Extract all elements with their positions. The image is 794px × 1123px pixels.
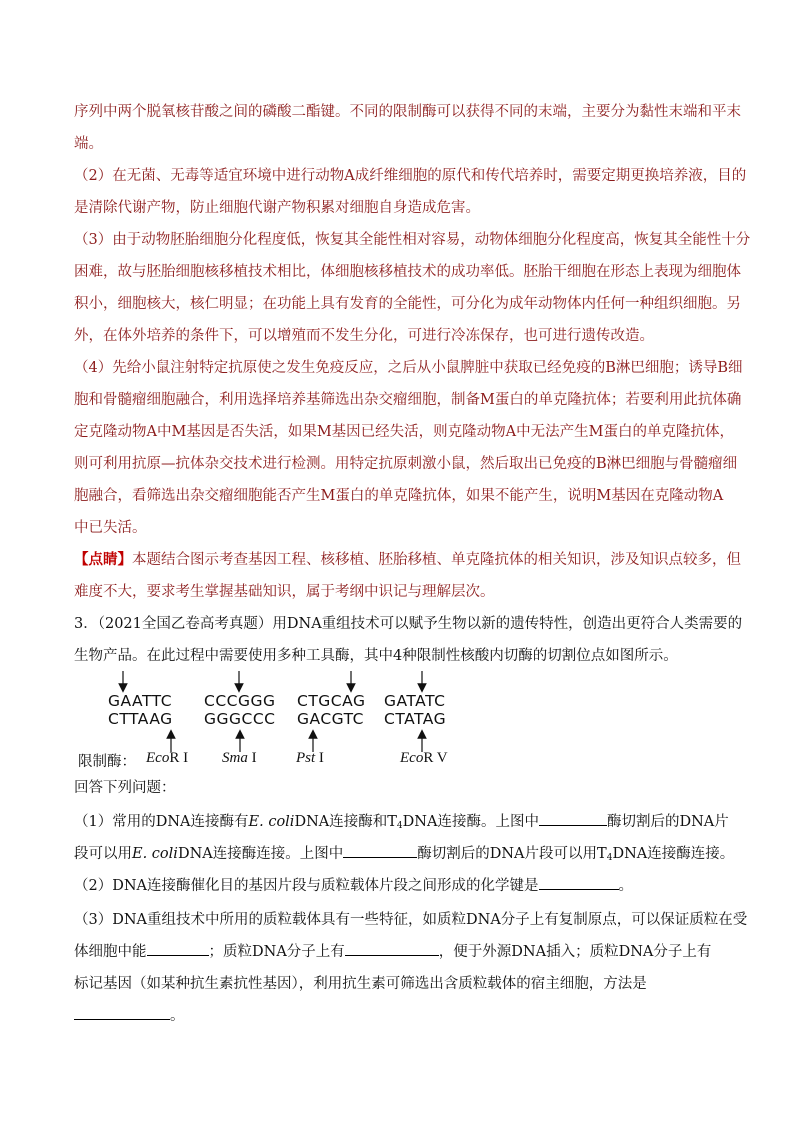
- q3-blank-2[interactable]: [345, 940, 439, 956]
- comment-line-1: 【点睛】本题结合图示考查基因工程、核移植、胚胎移植、单克隆抗体的相关知识，涉及知识点较多，但: [74, 551, 741, 568]
- answer-prompt: 回答下列问题：: [74, 780, 176, 796]
- q3-blank-3[interactable]: [74, 1004, 170, 1020]
- seq-bottom-4: CTATAG: [384, 710, 447, 728]
- question-line-2: 生物产品。在此过程中需要使用多种工具酶，其中4种限制性核酸内切酶的切割位点如图所示。: [74, 648, 678, 664]
- q3-blank-1[interactable]: [147, 940, 209, 956]
- comment-line-2: 难度不大，要求考生掌握基础知识，属于考纲中识记与理解层次。: [74, 584, 495, 600]
- q2-line: （2）DNA连接酶催化目的基因片段与质粒载体片段之间形成的化学键是 。: [74, 870, 724, 902]
- answer-line-13: 胞融合，看筛选出杂交瘤细胞能否产生M蛋白的单克隆抗体，如果不能产生，说明M基因在克隆动物A: [74, 488, 724, 504]
- seq-bottom-3: GACGTC: [297, 710, 365, 728]
- answer-line-10: 胞和骨髓瘤细胞融合，利用选择培养基筛选出杂交瘤细胞，制备M蛋白的单克隆抗体；若要利用此抗体确: [74, 392, 742, 408]
- q3-line-1: （3）DNA重组技术中所用的质粒载体具有一些特征，如质粒DNA分子上有复制原点，可以保证质粒在受: [74, 912, 748, 928]
- answer-line-3: （2）在无菌、无毒等适宜环境中进行动物A成纤维细胞的原代和传代培养时，需要定期更换培养液，目的: [74, 168, 747, 184]
- question-line-1: 3．（2021全国乙卷高考真题）用DNA重组技术可以赋予生物以新的遗传特性，创造出更符合人类需要的: [74, 616, 743, 632]
- answer-line-6: 困难，故与胚胎细胞核移植技术相比，体细胞核移植技术的成功率低。胚胎干细胞在形态上表现为细胞体: [74, 264, 741, 280]
- seq-top-3: CTGCAG: [297, 692, 366, 710]
- seq-top-2: CCCGGG: [204, 692, 276, 710]
- answer-line-8: 外，在体外培养的条件下，可以增殖而不发生分化，可进行冷冻保存，也可进行遗传改造。: [74, 328, 654, 344]
- q2-blank[interactable]: [539, 874, 619, 890]
- q3-line-3: 标记基因（如某种抗生素抗性基因），利用抗生素可筛选出含质粒载体的宿主细胞，方法是: [74, 976, 647, 992]
- answer-line-12: 则可利用抗原—抗体杂交技术进行检测。用特定抗原刺激小鼠，然后取出已免疫的B淋巴细胞与骨髓瘤细: [74, 456, 738, 472]
- q1-blank-2[interactable]: [343, 842, 417, 858]
- enzyme-ecorv: EcoR V: [400, 750, 448, 766]
- seq-bottom-1: CTTAAG: [108, 710, 173, 728]
- q3-line-4: 。: [74, 1000, 724, 1032]
- seq-top-4: GATATC: [384, 692, 446, 710]
- answer-line-2: 端。: [74, 136, 103, 152]
- seq-bottom-2: GGGCCC: [204, 710, 276, 728]
- q1-line-2: 段可以用E. coliDNA连接酶连接。上图中 酶切割后的DNA片段可以用$T_4DNA$连接酶连接。: [74, 838, 724, 874]
- answer-line-7: 积小，细胞核大，核仁明显；在功能上具有发育的全能性，可分化为成年动物体内任何一种组织细胞。另: [74, 296, 741, 312]
- answer-line-9: （4）先给小鼠注射特定抗原使之发生免疫反应，之后从小鼠脾脏中获取已经免疫的B淋巴细胞；诱导B细: [74, 360, 743, 376]
- seq-top-1: GAATTC: [108, 692, 173, 710]
- comment-tag: 【点睛】: [74, 551, 132, 568]
- enzyme-ecori: EcoR I: [146, 750, 189, 766]
- answer-line-5: （3）由于动物胚胎细胞分化程度低，恢复其全能性相对容易，动物体细胞分化程度高，恢复其全能性十分: [74, 232, 751, 248]
- enzyme-smai: Sma I: [222, 750, 257, 766]
- answer-line-11: 定克隆动物A中M基因是否失活，如果M基因已经失活，则克隆动物A中无法产生M蛋白的单克隆抗体，: [74, 424, 734, 440]
- answer-line-1: 序列中两个脱氧核苷酸之间的磷酸二酯键。不同的限制酶可以获得不同的末端，主要分为黏性末端和平末: [74, 104, 741, 120]
- q1-blank-1[interactable]: [539, 810, 607, 826]
- q3-line-2: 体细胞中能 ；质粒DNA分子上有 ，便于外源DNA插入；质粒DNA分子上有: [74, 936, 724, 968]
- enzyme-psti: Pst I: [296, 750, 324, 766]
- enzyme-label: 限制酶：: [78, 754, 136, 770]
- q1-line-1: （1）常用的DNA连接酶有E. coliDNA连接酶和$T_4DNA$连接酶。上图中 酶切割后的DNA片: [74, 806, 724, 842]
- answer-line-14: 中已失活。: [74, 520, 147, 536]
- answer-line-4: 是清除代谢产物，防止细胞代谢产物积累对细胞自身造成危害。: [74, 200, 480, 216]
